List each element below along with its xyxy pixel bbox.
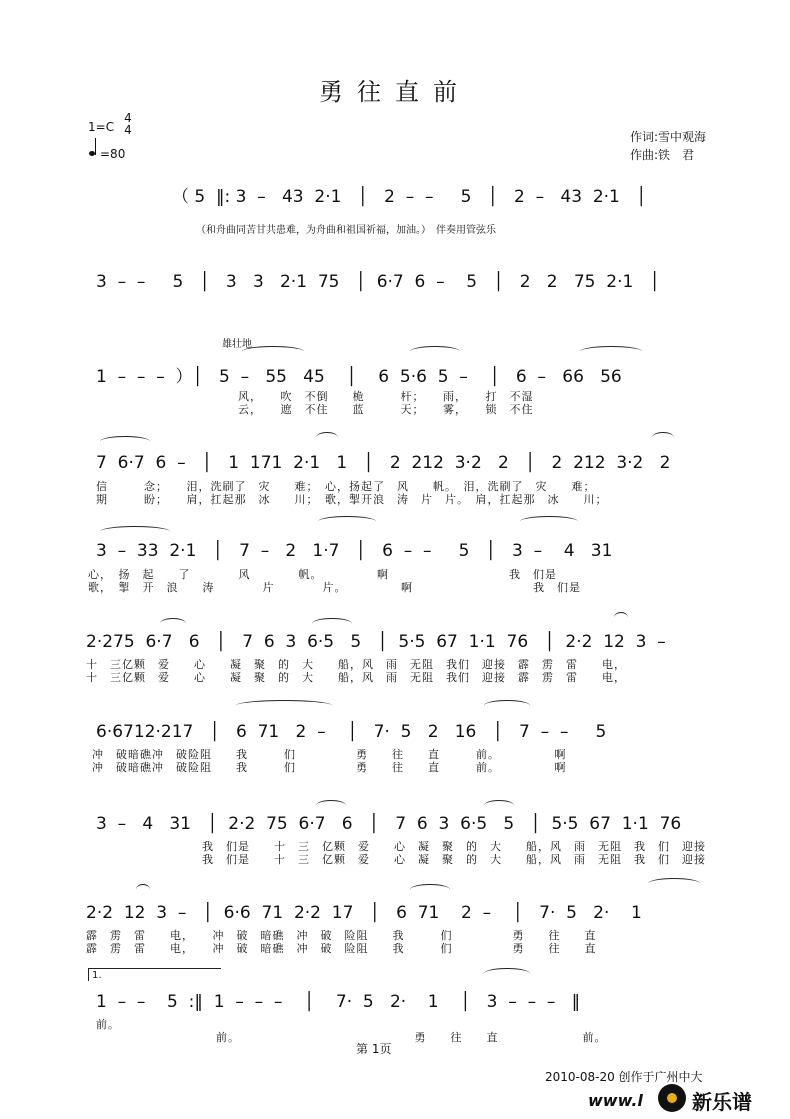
system-10-lyrics-verse-1: 前。 bbox=[96, 1018, 120, 1031]
slur bbox=[648, 878, 700, 889]
slur bbox=[316, 432, 338, 443]
system-7-notes: 6·6712·217 │ 6 71 2 – │ 7· 5 2 16 │ 7 – – 5 bbox=[96, 722, 607, 742]
system-3-notes: 1 – – – ）│ 5 – 55 45 │ 6 5·6 5 – │ 6 – 66 56 bbox=[96, 367, 622, 387]
system-2-notes: 3 – – 5 │ 3 3 2·1 75 │ 6·7 6 – 5 │ 2 2 75 2·1 │ bbox=[96, 272, 660, 292]
intro-note: （和舟曲同苦甘共患难，为舟曲和祖国祈福，加油。） 伴奏用管弦乐 bbox=[196, 225, 496, 236]
system-4-notes: 7 6·7 6 – │ 1 171 2·1 1 │ 2 212 3·2 2 │ 2 212 3·2 2 bbox=[96, 453, 671, 473]
composer-credit: 作曲:铁 君 bbox=[630, 148, 695, 162]
slur bbox=[316, 800, 346, 811]
system-9-notes: 2·2 12 3 – │ 6·6 71 2·2 17 │ 6 71 2 – │ 7· 5 2· 1 bbox=[86, 903, 642, 923]
time-signature-top: 4 bbox=[124, 111, 132, 125]
system-3-lyrics-verse-1: 风， 吹 不倒 桅 杆； 雨， 打 不湿 bbox=[238, 390, 534, 403]
first-ending-bracket bbox=[88, 968, 221, 981]
system-4-lyrics-verse-1: 信 念； 泪，洗刷了 灾 难； 心，扬起了 风 帆。 泪，洗刷了 灾 难； bbox=[96, 480, 596, 493]
system-6-lyrics-verse-1: 十 三亿颗 爱 心 凝 聚 的 大 船，风 雨 无阻 我们 迎接 霹 雳 雷 电， bbox=[86, 658, 626, 671]
system-7-lyrics-verse-2: 冲 破暗礁冲 破险阻 我 们 勇 往 直 前。 啊 bbox=[92, 761, 567, 774]
system-6-lyrics-verse-2: 十 三亿颗 爱 心 凝 聚 的 大 船，风 雨 无阻 我们 迎接 霹 雳 雷 电， bbox=[86, 671, 626, 684]
system-8-lyrics-verse-2: 我 们是 十 三 亿颗 爱 心 凝 聚 的 大 船，风 雨 无阻 我 们 迎接 bbox=[154, 853, 706, 866]
expression-marking: 雄壮地 bbox=[222, 339, 252, 350]
slur bbox=[312, 618, 352, 629]
slur bbox=[652, 432, 674, 443]
system-5-lyrics-verse-1: 心， 扬 起 了 风 帆。 啊 我 们是 bbox=[88, 568, 557, 581]
slur bbox=[484, 800, 514, 811]
lyricist-credit: 作词:雪中观海 bbox=[630, 130, 707, 144]
system-3-lyrics-verse-2: 云， 遮 不住 蓝 天； 雾， 锁 不住 bbox=[238, 403, 534, 416]
slur bbox=[242, 346, 304, 357]
slur bbox=[136, 884, 150, 895]
tempo-marking: =80 bbox=[100, 147, 126, 161]
site-url: www.l bbox=[588, 1091, 643, 1110]
system-6-notes: 2·275 6·7 6 │ 7 6 3 6·5 5 │ 5·5 67 1·1 76 │ 2·2 12 3 – bbox=[86, 632, 666, 652]
slur bbox=[100, 436, 150, 447]
system-10-notes: 1 – – 5 :‖ 1 – – – │ 7· 5 2· 1 │ 3 – – – ‖ bbox=[96, 992, 581, 1012]
system-9-lyrics-verse-1: 霹 雳 雷 电， 冲 破 暗礁 冲 破 险阻 我 们 勇 往 直 bbox=[86, 929, 597, 942]
slur bbox=[484, 968, 530, 979]
system-8-notes: 3 – 4 31 │ 2·2 75 6·7 6 │ 7 6 3 6·5 5 │ 5·5 67 1·1 76 bbox=[96, 814, 682, 834]
slur bbox=[160, 618, 186, 629]
slur bbox=[614, 612, 628, 623]
time-signature-bottom: 4 bbox=[124, 123, 132, 137]
footer-date: 2010-08-20 创作于广州中大 bbox=[545, 1070, 703, 1084]
system-8-lyrics-verse-1: 我 们是 十 三 亿颗 爱 心 凝 聚 的 大 船，风 雨 无阻 我 们 迎接 bbox=[154, 840, 706, 853]
system-4-lyrics-verse-2: 期 盼； 肩，扛起那 冰 川； 歌，掣开浪 涛 片 片。 肩，扛起那 冰 川； bbox=[96, 493, 608, 506]
song-title: 勇往直前 bbox=[319, 78, 471, 106]
first-ending-label: 1. bbox=[92, 970, 102, 981]
slur bbox=[520, 516, 578, 527]
slur bbox=[410, 884, 450, 895]
system-7-lyrics-verse-1: 冲 破暗礁冲 破险阻 我 们 勇 往 直 前。 啊 bbox=[92, 748, 567, 761]
slur bbox=[410, 346, 460, 357]
system-1-notes: （ 5 ‖: 3 – 43 2·1 │ 2 – – 5 │ 2 – 43 2·1 │ bbox=[172, 187, 647, 207]
key-signature: 1=C bbox=[88, 120, 115, 134]
slur bbox=[580, 346, 642, 357]
system-10-lyrics-verse-2: 前。 勇 往 直 前。 bbox=[96, 1031, 607, 1044]
system-5-lyrics-verse-2: 歌， 掣 开 浪 涛 片 片。 啊 我 们是 bbox=[88, 581, 581, 594]
time-signature bbox=[123, 112, 133, 136]
site-logo-text: 新乐谱 bbox=[692, 1090, 752, 1114]
slur bbox=[484, 700, 530, 711]
page-number: 第 1页 bbox=[356, 1042, 392, 1056]
system-9-lyrics-verse-2: 霹 雳 雷 电， 冲 破 暗礁 冲 破 险阻 我 们 勇 往 直 bbox=[86, 942, 597, 955]
system-5-notes: 3 – 33 2·1 │ 7 – 2 1·7 │ 6 – – 5 │ 3 – 4 31 bbox=[96, 541, 613, 561]
slur bbox=[236, 700, 332, 711]
slur bbox=[100, 526, 170, 537]
slur bbox=[318, 516, 376, 527]
